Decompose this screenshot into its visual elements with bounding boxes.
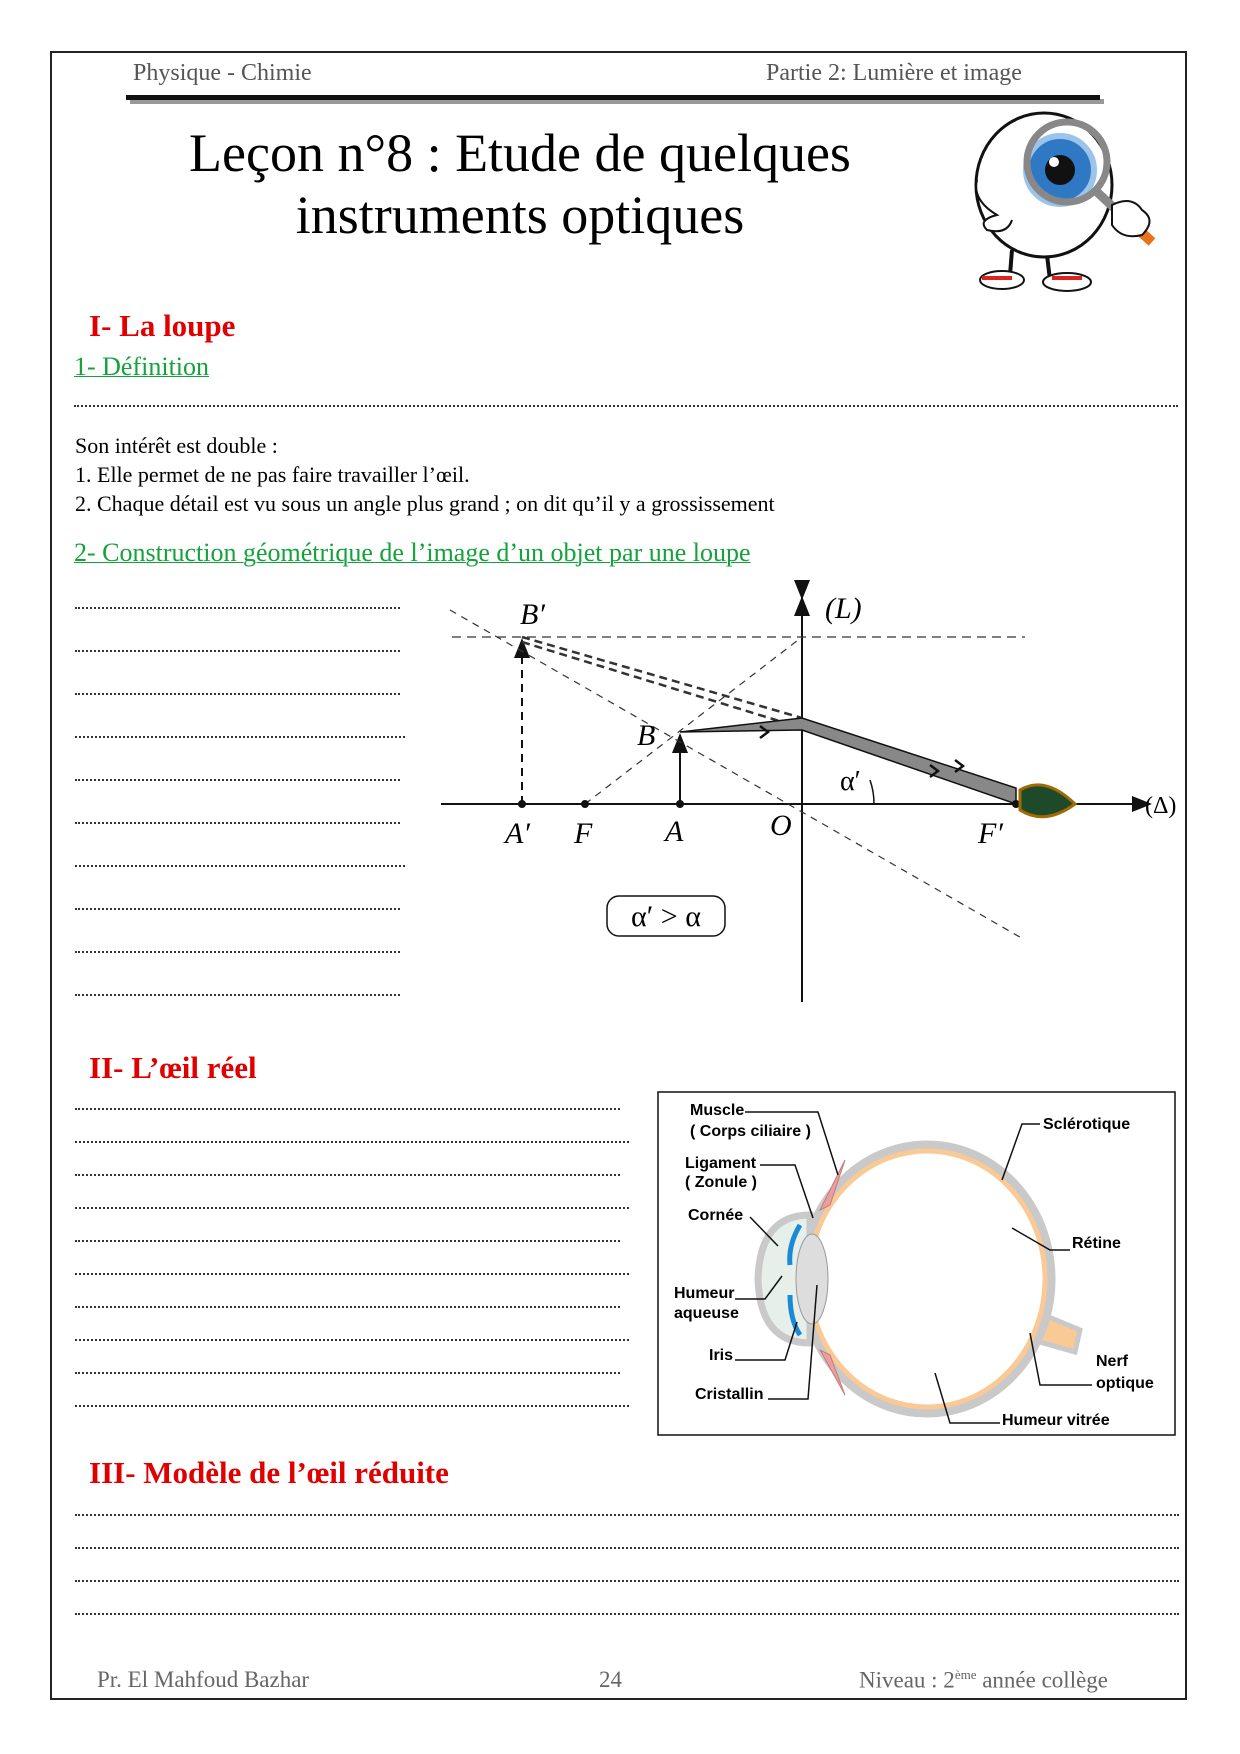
- svg-text:Iris: Iris: [709, 1347, 734, 1364]
- section-2-heading: II- L’œil réel: [89, 1050, 257, 1085]
- svg-text:O: O: [770, 809, 792, 842]
- svg-text:Sclérotique: Sclérotique: [1043, 1116, 1131, 1133]
- header-subject: Physique - Chimie: [133, 60, 312, 86]
- svg-text:α′: α′: [840, 766, 861, 797]
- svg-text:Humeur vitrée: Humeur vitrée: [1002, 1412, 1110, 1429]
- point-1: 1. Elle permet de ne pas faire travailler l’œil.: [75, 462, 470, 487]
- svg-text:Humeur: Humeur: [674, 1285, 735, 1302]
- footer-page-number: 24: [599, 1667, 622, 1692]
- svg-text:optique: optique: [1096, 1375, 1154, 1392]
- svg-text:B: B: [637, 719, 656, 752]
- svg-text:A: A: [665, 815, 684, 848]
- footer-author: Pr. El Mahfoud Bazhar: [97, 1667, 310, 1692]
- svg-text:A′: A′: [505, 817, 530, 850]
- svg-text:(L): (L): [825, 592, 862, 625]
- point-2: 2. Chaque détail est vu sous un angle plus grand ; on dit qu’il y a grossissement: [75, 491, 775, 516]
- svg-text:( Corps ciliaire ): ( Corps ciliaire ): [690, 1123, 811, 1140]
- section-3-heading: III- Modèle de l’œil réduite: [89, 1455, 449, 1490]
- subsection-definition: 1- Définition: [74, 352, 210, 381]
- svg-text:B′: B′: [520, 598, 545, 631]
- svg-text:Rétine: Rétine: [1072, 1235, 1121, 1252]
- svg-text:Cornée: Cornée: [688, 1207, 744, 1224]
- intro-text: Son intérêt est double :: [75, 433, 278, 458]
- svg-text:F′: F′: [978, 817, 1003, 850]
- section-1-heading: I- La loupe: [89, 308, 236, 343]
- svg-text:Cristallin: Cristallin: [695, 1386, 764, 1403]
- header-part: Partie 2: Lumière et image: [766, 60, 1022, 86]
- svg-text:Muscle: Muscle: [690, 1102, 745, 1119]
- svg-text:(Δ): (Δ): [1145, 793, 1177, 819]
- footer-level: Niveau : 2ème année collège: [859, 1667, 1108, 1693]
- svg-text:aqueuse: aqueuse: [674, 1305, 739, 1322]
- svg-text:Nerf: Nerf: [1096, 1353, 1129, 1370]
- page-title-line2: instruments optiques: [295, 185, 745, 245]
- subsection-construction: 2- Construction géométrique de l’image d’un objet par une loupe: [74, 538, 751, 567]
- page-title-line1: Leçon n°8 : Etude de quelques: [189, 123, 851, 183]
- angle-relation: α′ > α: [631, 900, 701, 933]
- svg-text:( Zonule ): ( Zonule ): [685, 1174, 757, 1191]
- svg-text:Ligament: Ligament: [685, 1155, 757, 1172]
- svg-text:F: F: [574, 817, 593, 850]
